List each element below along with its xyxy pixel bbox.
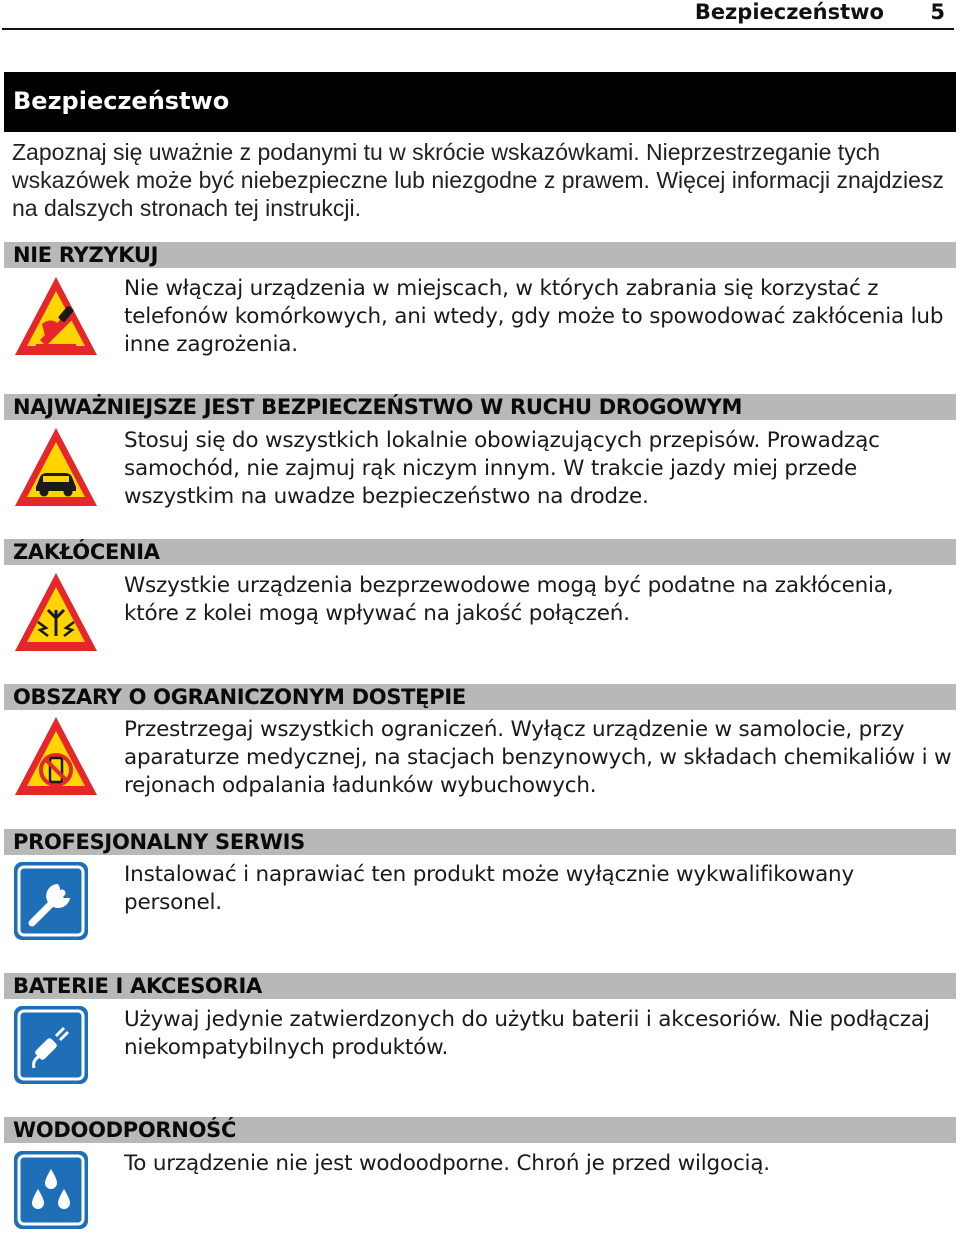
section-header-service [4, 829, 956, 855]
section-title: NAJWAŻNIEJSZE JEST BEZPIECZEŃSTWO W RUCHU DROGOWYM [13, 395, 743, 419]
interference-antenna-warning-icon [12, 570, 100, 654]
intro-paragraph: Zapoznaj się uważnie z podanymi tu w skrócie wskazówkami. Nieprzestrzeganie tych wskazówek może być niebezpieczne lub niezgodne z prawem. Więcej informacji znajdziesz na dalszych stronach tej instrukcji. [12, 139, 944, 221]
page-title-bar [4, 72, 956, 132]
section-header-road-safety [4, 394, 956, 420]
section-title: OBSZARY O OGRANICZONYM DOSTĘPIE [13, 685, 466, 709]
section-header-restricted-areas [4, 684, 956, 710]
section-header-zaklocenia [4, 539, 956, 565]
phone-prohibited-warning-icon [12, 714, 100, 798]
section-header-accessories [4, 973, 956, 999]
section-header-nie-ryzykuj [4, 242, 956, 268]
water-drops-icon [12, 1149, 100, 1233]
section-title: NIE RYZYKUJ [13, 243, 159, 267]
wrench-service-icon [12, 860, 100, 944]
section-text-service: Instalować i naprawiać ten produkt może wyłącznie wykwalifikowany personel. [124, 862, 855, 915]
section-title: BATERIE I AKCESORIA [13, 974, 262, 998]
road-safety-car-warning-icon [12, 425, 100, 509]
section-text-road-safety: Stosuj się do wszystkich lokalnie obowiązujących przepisów. Prowadząc samochód, nie zajmuj rąk niczym innym. W trakcie jazdy miej przede wszystkim na uwadze bezpieczeństwo na drodze. [124, 428, 880, 509]
section-text-restricted-areas: Przestrzegaj wszystkich ograniczeń. Wyłącz urządzenie w samolocie, przy aparaturze medycznej, na stacjach benzynowych, w składach chemikaliów i w rejonach odpalania ładunków wybuchowych. [124, 717, 952, 798]
section-title: WODOODPORNOŚĆ [13, 1118, 237, 1142]
header-rule [2, 28, 954, 30]
section-text-nie-ryzykuj: Nie włączaj urządzenia w miejscach, w których zabrania się korzystać z telefonów komórkowych, ani wtedy, gdy może to spowodować zakłócenia lub inne zagrożenia. [124, 276, 944, 357]
section-text-water-resistance: To urządzenie nie jest wodoodporne. Chroń je przed wilgocią. [124, 1151, 770, 1176]
accessory-plug-icon [12, 1004, 100, 1088]
page-title: Bezpieczeństwo [13, 87, 230, 115]
section-title: ZAKŁÓCENIA [13, 540, 160, 564]
running-header-title: Bezpieczeństwo [694, 0, 884, 24]
switch-on-safely-warning-icon [12, 274, 100, 358]
section-header-water-resistance [4, 1117, 956, 1143]
running-header [0, 0, 960, 28]
section-title: PROFESJONALNY SERWIS [13, 830, 305, 854]
section-text-zaklocenia: Wszystkie urządzenia bezprzewodowe mogą być podatne na zakłócenia, które z kolei mogą wpływać na jakość połączeń. [124, 573, 894, 626]
page-number: 5 [930, 0, 945, 24]
section-text-accessories: Używaj jedynie zatwierdzonych do użytku baterii i akcesoriów. Nie podłączaj niekompatybilnych produktów. [124, 1007, 930, 1060]
